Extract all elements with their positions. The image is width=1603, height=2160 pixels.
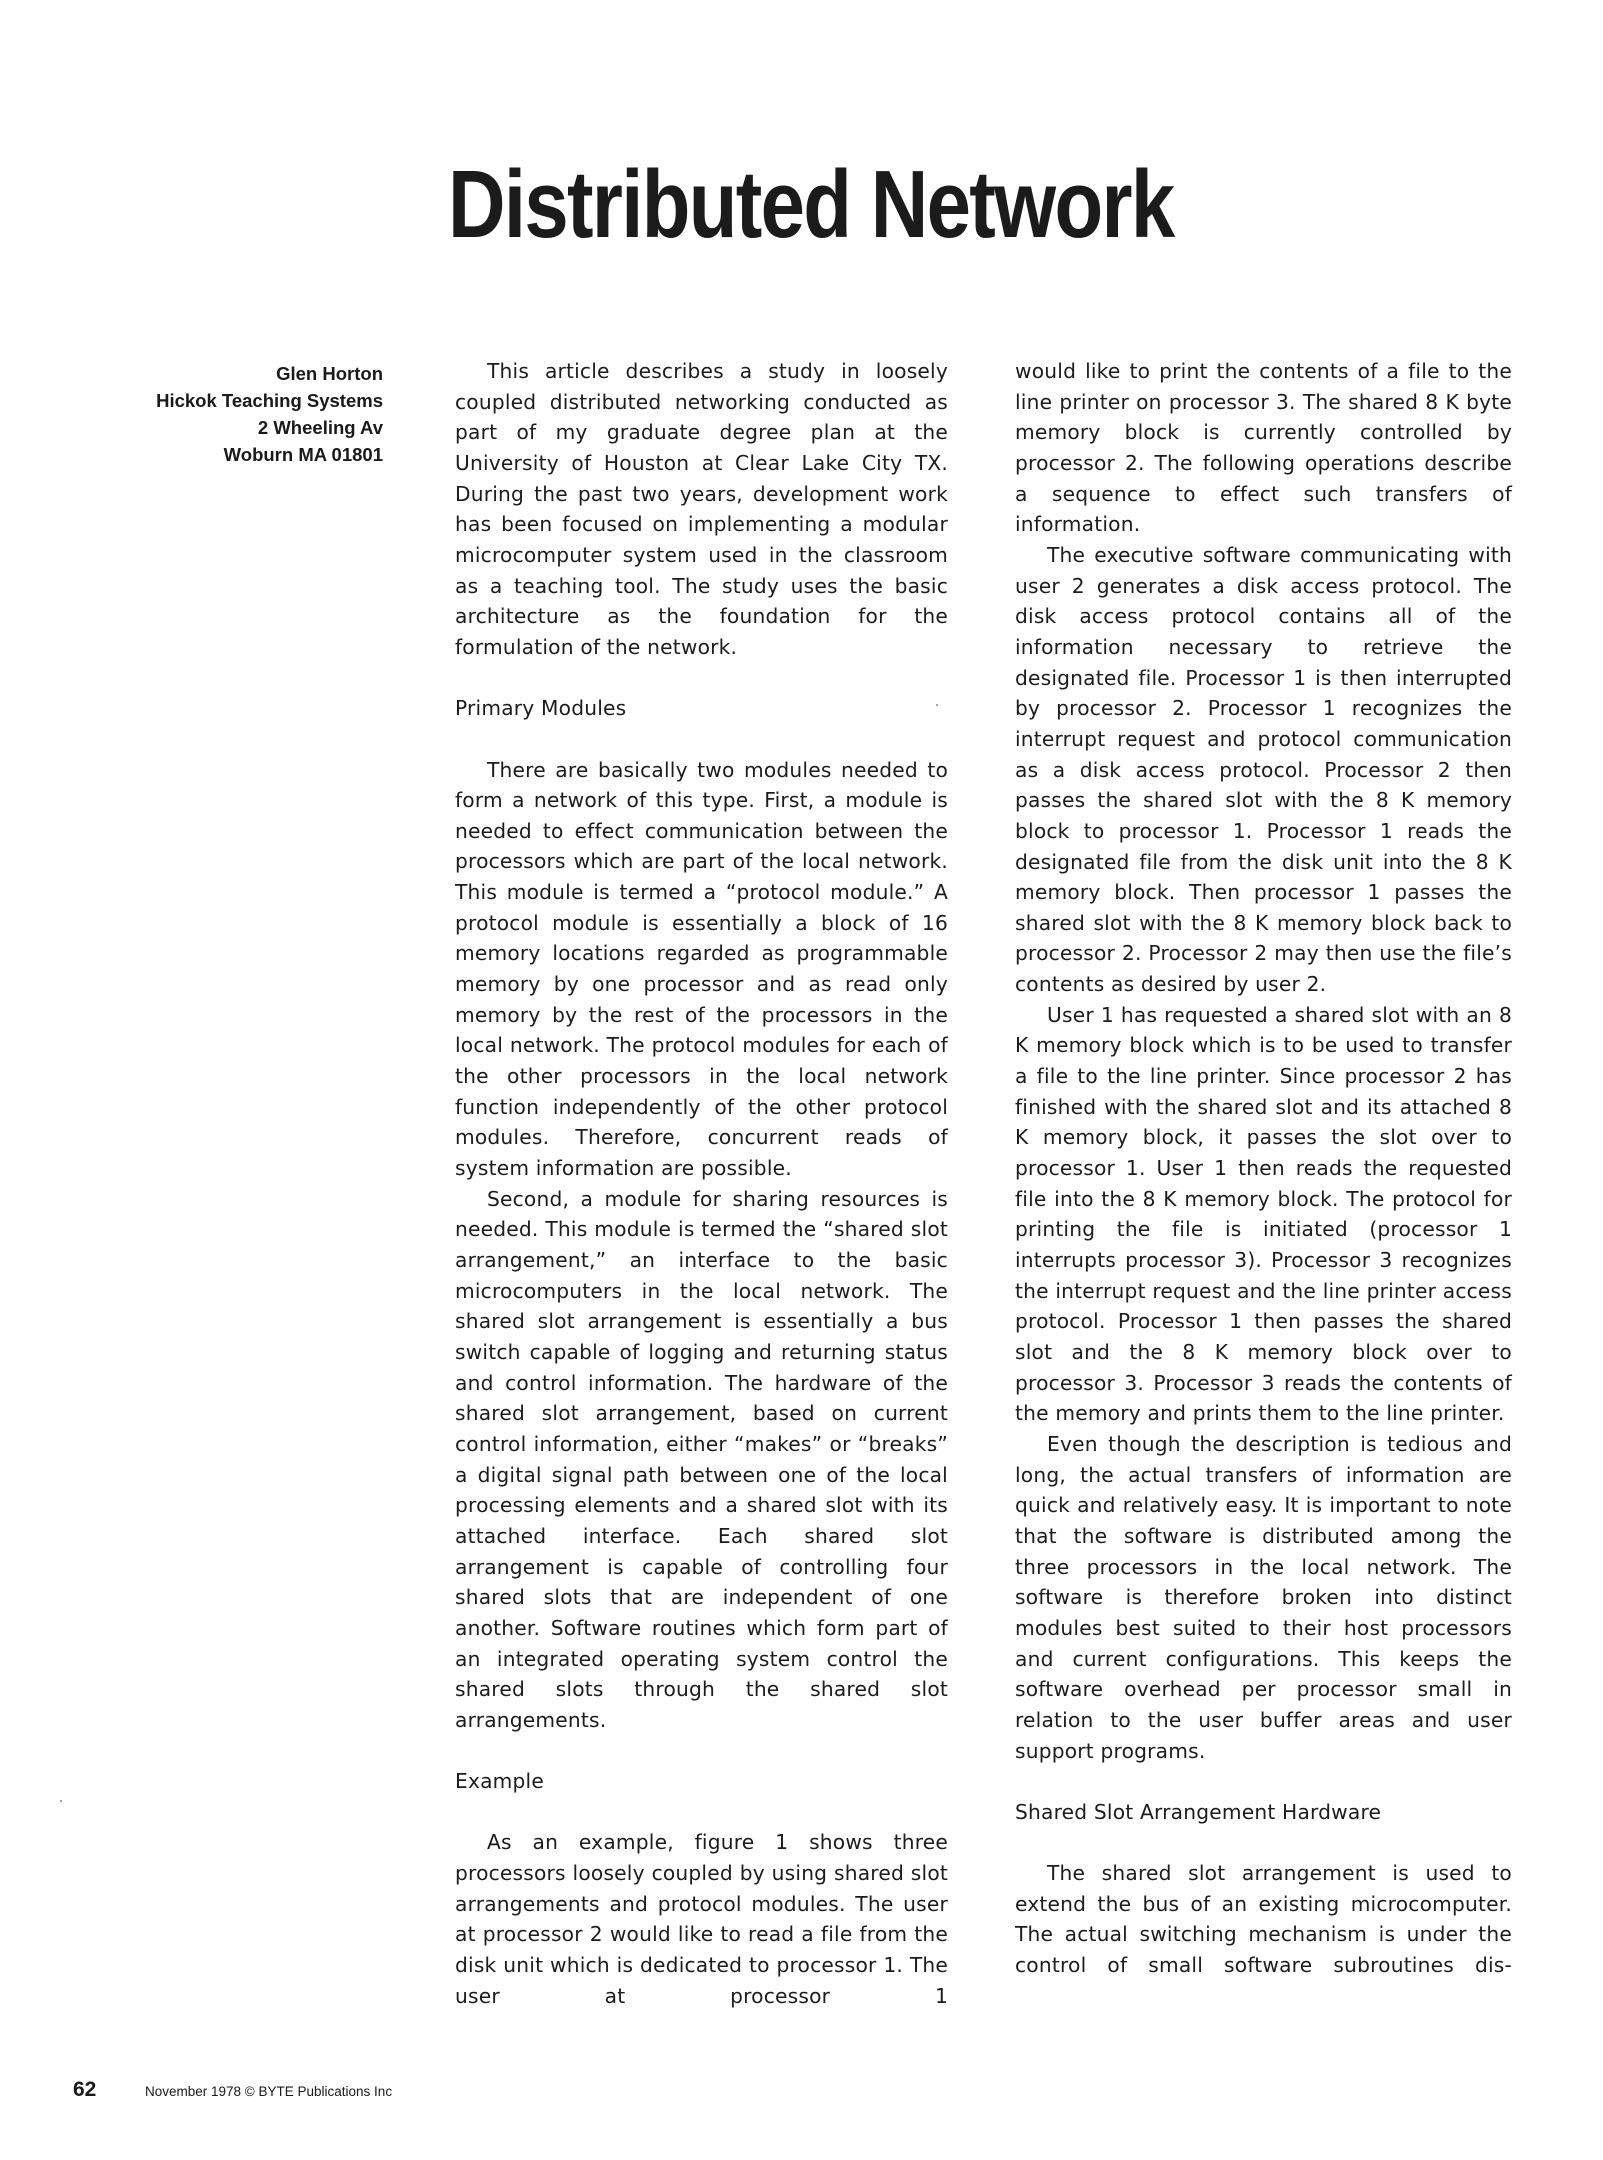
print-speck — [936, 704, 938, 706]
print-speck — [60, 1800, 62, 1802]
page-footer — [73, 2078, 392, 2102]
section-heading-example: Example — [455, 1769, 544, 1794]
copyright-line: November 1978 © BYTE Publications Inc — [145, 2084, 393, 2099]
paragraph: The shared slot arrangement is used to extend the bus of an existing microcomputer. The actual switching mechanism is under the control of small software subroutines dis- — [1015, 1861, 1512, 1978]
paragraph: There are basically two modules needed to form a network of this type. First, a module is needed to effect communication between the processors which are part of the local network. This module is termed a “protocol module.” A protocol module is essentially a block of 16 memory locations regarded as programmable memory by one processor and as read only memory by the rest of the processors in the local network. The protocol modules for each of the other processors in the local network function independently of the other protocol modules. Therefore, concurrent reads of system information are possible. — [455, 757, 948, 1181]
paragraph: Even though the description is tedious and long, the actual transfers of information are quick and relatively easy. It is important to note that the software is distributed among the three processors in the local network. The software is therefore broken into distinct modules best suited to their host processors and current configurations. This keeps the software overhead per processor small in relation to the user buffer areas and user support programs. — [1015, 1431, 1512, 1763]
paragraph: As an example, figure 1 shows three processors loosely coupled by using shared slot arrangements and protocol modules. The user at processor 2 would like to read a file from the disk unit which is dedicated to processor 1. The user at processor 1 — [455, 1830, 948, 2008]
section-heading-shared-slot-hardware: Shared Slot Arrangement Hardware — [1015, 1799, 1382, 1824]
article-title: Distributed Network — [448, 151, 1174, 258]
section-heading-primary-modules: Primary Modules — [455, 696, 627, 721]
author-street: 2 Wheeling Av — [257, 417, 383, 438]
paragraph: The executive software communicating with user 2 generates a disk access protocol. The disk access protocol contains all of the information necessary to retrieve the designated file. Processor 1 is then interrupted by processor 2. Processor 1 recognizes the interrupt request and protocol communication as a disk access protocol. Processor 2 then passes the shared slot with the 8 K memory block to processor 1. Processor 1 reads the designated file from the disk unit into the 8 K memory block. Then processor 1 passes the shared slot with the 8 K memory block back to processor 2. Processor 2 may then use the file’s contents as desired by user 2. — [1015, 542, 1512, 997]
paragraph: would like to print the contents of a file to the line printer on processor 3. The shared 8 K byte memory block is currently controlled by processor 2. The following operations describe a sequence to effect such transfers of information. — [1015, 359, 1512, 537]
paragraph: User 1 has requested a shared slot with an 8 K memory block which is to be used to transfer a file to the line printer. Since processor 2 has finished with the shared slot and its attached 8 K memory block, it passes the slot over to processor 1. User 1 then reads the requested file into the 8 K memory block. The protocol for printing the file is initiated (processor 1 interrupts processor 3). Processor 3 recognizes the interrupt request and the line printer access protocol. Processor 1 then passes the shared slot and the 8 K memory block over to processor 3. Processor 3 reads the contents of the memory and prints them to the line printer. — [1015, 1002, 1512, 1426]
page-number: 62 — [73, 2078, 97, 2101]
column-right — [1015, 356, 1512, 1981]
author-name: Glen Horton — [276, 363, 383, 384]
column-middle — [455, 356, 948, 2011]
intro-paragraph: This article describes a study in loosely coupled distributed networking conducted as part of my graduate degree plan at the University of Houston at Clear Lake City TX. During the past two years, development work has been focused on implementing a modular microcomputer system used in the classroom as a teaching tool. The study uses the basic architecture as the foundation for the formulation of the network. — [455, 359, 948, 659]
paragraph: Second, a module for sharing resources is needed. This module is termed the “shared slot arrangement,” an interface to the basic microcomputers in the local network. The shared slot arrangement is essentially a bus switch capable of logging and returning status and control information. The hardware of the shared slot arrangement, based on current control information, either “makes” or “breaks” a digital signal path between one of the local processing elements and a shared slot with its attached interface. Each shared slot arrangement is capable of controlling four shared slots that are independent of one another. Software routines which form part of an integrated operating system control the shared slots through the shared slot arrangements. — [455, 1186, 948, 1732]
article-title-block — [448, 150, 1288, 260]
author-block — [100, 360, 383, 468]
author-city: Woburn MA 01801 — [223, 444, 383, 465]
author-company: Hickok Teaching Systems — [156, 390, 383, 411]
